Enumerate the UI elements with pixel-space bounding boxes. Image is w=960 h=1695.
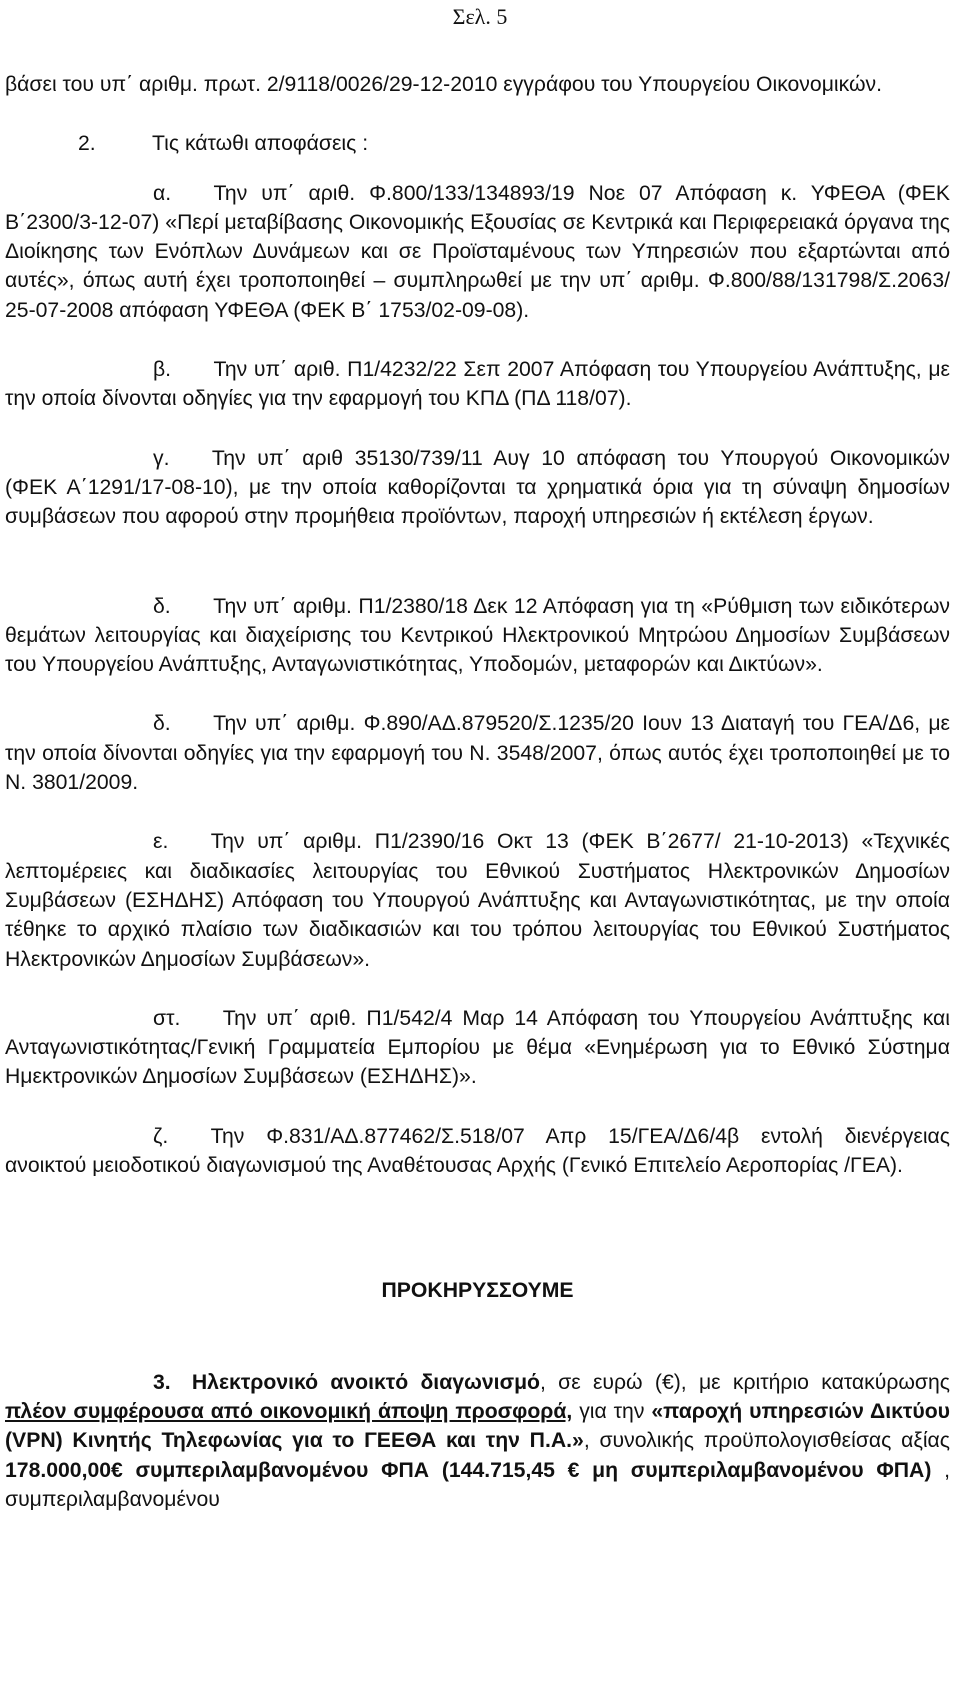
section-2-number: 2.	[78, 132, 96, 156]
item-z	[5, 1122, 950, 1181]
budget-amount: 178.000,00€ συμπεριλαμβανομένου ΦΠΑ (144.715,45 € μη συμπεριλαμβανομένου ΦΠΑ)	[5, 1458, 932, 1482]
item-b-text: Την υπ΄ αριθ. Π1/4232/22 Σεπ 2007 Απόφαση του Υπουργείου Ανάπτυξης, με την οποία δίνονται οδηγίες για την εφαρμογή του ΚΠΔ (ΠΔ 118/07).	[5, 358, 950, 411]
item-z-label: ζ.	[153, 1124, 169, 1148]
item-d2	[5, 709, 950, 797]
section-3-text-4: , συνολικής προϋπολογισθείσας αξίας	[583, 1429, 950, 1453]
item-e-text: Την υπ΄ αριθμ. Π1/2390/16 Οκτ 13 (ΦΕΚ Β΄2677/ 21-10-2013) «Τεχνικές λεπτομέρειες και διαδικασίες λειτουργίας του Εθνικού Συστήματος Ηλεκτρονικών Δημοσίων Συμβάσεων (ΕΣΗΔΗΣ) Απόφαση του Υπουργού Ανάπτυξης και Ανταγωνιστικότητας, με την οποία τέθηκε το αρχικό πλαίσιο των διαδικασιών και του τρόπου λειτουργίας του Εθνικού Συστήματος Ηλεκτρονικών Δημοσίων Συμβάσεων».	[5, 830, 950, 971]
section-3-text-5: , συμπεριλαμβανομένου	[5, 1458, 950, 1511]
section-2-title: Τις κάτωθι αποφάσεις :	[152, 132, 369, 156]
section-3-number: 3.	[153, 1370, 171, 1394]
item-b-label: β.	[153, 358, 172, 382]
item-st-label: στ.	[153, 1006, 181, 1030]
section-2-heading	[5, 129, 950, 158]
item-c-text: Την υπ΄ αριθ 35130/739/11 Αυγ 10 απόφαση του Υπουργού Οικονομικών (ΦΕΚ Α΄1291/17-08-10), με την οποία καθορίζονται τα χρηματικά όρια για τη σύναψη δημοσίων συμβάσεων που αφορού στην προμήθεια προϊόντων, παροχή υπηρεσιών ή εκτέλεση έργων.	[5, 446, 950, 529]
item-c	[5, 444, 950, 532]
proclaim-heading: ΠΡΟΚΗΡΥΣΣΟΥΜΕ	[381, 1279, 574, 1303]
item-z-text: Την Φ.831/ΑΔ.877462/Σ.518/07 Απρ 15/ΓΕΑ/Δ6/4β εντολή διενέργειας ανοικτού μειοδοτικού διαγωνισμού της Αναθέτουσας Αρχής (Γενικό Επιτελείο Αεροπορίας /ΓΕΑ).	[5, 1124, 950, 1178]
section-3-lead: Ηλεκτρονικό ανοικτό διαγωνισμό	[191, 1370, 540, 1394]
section-3-text-2: ), με κριτήριο κατακύρωσης	[673, 1370, 950, 1394]
section-3-paragraph	[5, 1368, 950, 1514]
item-a	[5, 179, 950, 325]
item-d1	[5, 592, 950, 680]
item-e-label: ε.	[153, 830, 169, 854]
item-st	[5, 1004, 950, 1092]
item-e	[5, 827, 950, 973]
item-d1-text: Την υπ΄ αριθμ. Π1/2380/18 Δεκ 12 Απόφαση για τη «Ρύθμιση των ειδικότερων θεμάτων λειτουργίας και διαχείρισης του Κεντρικού Ηλεκτρονικού Μητρώου Δημοσίων Συμβάσεων του Υπουργείου Ανάπτυξης, Ανταγωνιστικότητας, Υποδομών, μεταφορών και Δικτύων».	[5, 594, 950, 677]
item-b	[5, 355, 950, 414]
item-a-label: α.	[153, 181, 172, 205]
item-a-text: Την υπ΄ αριθ. Φ.800/133/134893/19 Νοε 07 Απόφαση κ. ΥΦΕΘΑ (ΦΕΚ Β΄2300/3-12-07) «Περί μεταβίβασης Οικονομικής Εξουσίας σε Κεντρικά και Περιφερειακά όργανα της Διοίκησης των Ενόπλων Δυνάμεων και σε Προϊσταμένους των Υπηρεσιών που εξαρτώνται από αυτές», όπως αυτή έχει τροποποιηθεί – συμπληρωθεί με την υπ΄ αριθμ. Φ.800/88/131798/Σ.2063/ 25-07-2008 απόφαση ΥΦΕΘΑ (ΦΕΚ Β΄ 1753/02-09-08).	[5, 181, 950, 322]
section-3-text-1: , σε ευρώ (	[539, 1370, 662, 1394]
award-criterion: πλέον συμφέρουσα από οικονομική άποψη προσφορά,	[5, 1399, 573, 1423]
intro-paragraph: βάσει του υπ΄ αριθμ. πρωτ. 2/9118/0026/29-12-2010 εγγράφου του Υπουργείου Οικονομικών.	[5, 73, 882, 96]
euro-symbol: €	[661, 1370, 674, 1394]
item-c-label: γ.	[153, 446, 170, 470]
service-title: «παροχή υπηρεσιών Δικτύου (VPN) Κινητής Τηλεφωνίας για το ΓΕΕΘΑ και την Π.Α.»	[5, 1399, 950, 1453]
document-body	[5, 70, 950, 1514]
item-d2-label: δ.	[153, 712, 171, 736]
page-number: Σελ. 5	[452, 4, 508, 29]
item-d1-label: δ.	[153, 594, 171, 618]
item-d2-text: Την υπ΄ αριθμ. Φ.890/ΑΔ.879520/Σ.1235/20 Ιουν 13 Διαταγή του ΓΕΑ/Δ6, με την οποία δίνονται οδηγίες για την εφαρμογή του Ν. 3548/2007, όπως αυτός έχει τροποποιηθεί με το Ν. 3801/2009.	[5, 712, 950, 795]
section-3-text-3: για την	[572, 1399, 652, 1423]
item-st-text: Την υπ΄ αριθ. Π1/542/4 Μαρ 14 Απόφαση του Υπουργείου Ανάπτυξης και Ανταγωνιστικότητας/Γενική Γραμματεία Εμπορίου με θέμα «Ενημέρωση για το Εθνικό Σύστημα Ημεκτρονικών Δημοσίων Συμβάσεων (ΕΣΗΔΗΣ)».	[5, 1006, 950, 1089]
